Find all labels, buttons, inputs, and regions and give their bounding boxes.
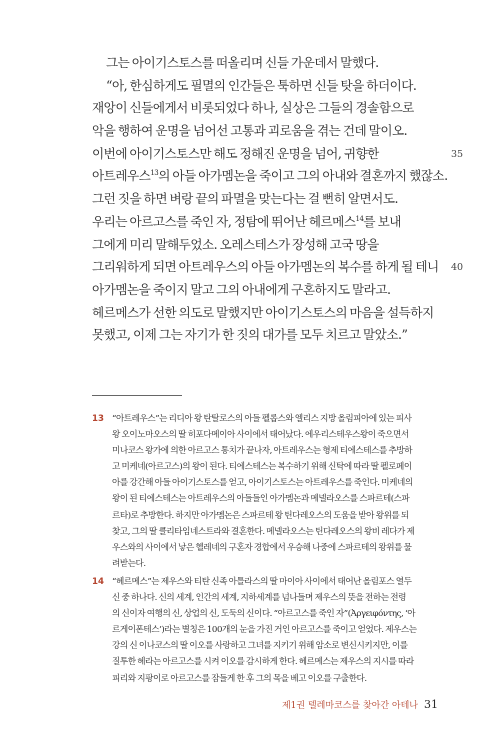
- footnote-line: 질투한 헤라는 아르고스를 시켜 이오를 감시하게 한다. 헤르메스는 제우스의 지시를 따라: [112, 657, 414, 668]
- footnote-ref[interactable]: 13: [150, 169, 159, 178]
- text-line: 그에게 미리 말해두었소. 오레스테스가 장성해 고국 땅을: [92, 236, 379, 252]
- footnote-line: 려받는다.: [112, 558, 146, 569]
- footnote-number: 13: [92, 414, 104, 424]
- page-footer: [282, 698, 438, 711]
- text-segment: 아트레우스: [92, 168, 151, 184]
- footnote-line: “아트레우스”는 리디아 왕 탄탈로스의 아들 펠롭스와 엘리스 지방 올림피아에 있는 피사: [112, 414, 412, 424]
- footnote-line: 왕이 된 티에스테스는 아트레우스의 아들들인 아가멤논과 메넬라오스를 스파르테(스파: [112, 494, 410, 505]
- footnote-line: 미나코스 왕가에 의한 아르고스 통치가 끝나자, 아트레우스는 형제 티에스테스를 추방하: [112, 446, 413, 457]
- footnotes: [92, 411, 440, 687]
- text-line: 아가멤논을 죽이지 말고 그의 아내에게 구혼하지도 말라고.: [92, 281, 391, 297]
- text-line: 그런 짓을 하면 벼랑 끝의 파멸을 맞는다는 걸 뻔히 알면서도.: [92, 191, 399, 207]
- text-line: 헤르메스가 선한 의도로 말했지만 아이기스토스의 마음을 설득하지: [92, 304, 434, 320]
- page-number: 31: [424, 698, 438, 711]
- footnote-ref[interactable]: 14: [355, 214, 364, 223]
- footnote-line: 신 중 하나다. 신의 세계, 인간의 세계, 지하세계를 넘나들며 제우스의 뜻을 전하는 전령: [112, 593, 406, 604]
- footnote-divider: [92, 395, 182, 396]
- text-line: 재앙이 신들에게서 비롯되었다 하나, 실상은 그들의 경솔함으로: [92, 100, 414, 116]
- footnote-line: 찾고, 그의 딸 클리타임네스트라와 결혼한다. 메넬라오스는 틴다레오스의 왕비 레다가 제: [112, 526, 415, 537]
- footnote: [92, 574, 440, 687]
- text-line: 못했고, 이제 그는 자기가 한 짓의 대가를 모두 치르고 말았소.”: [92, 327, 408, 343]
- text-line: [92, 211, 442, 234]
- text-segment: 우리는 아르고스를 죽인 자, 정탐에 뛰어난 헤르메스: [92, 213, 356, 229]
- footnote-line: 르타)로 추방한다. 하지만 아가멤논은 스파르테 왕 틴다레오스의 도움을 받아 왕위를 되: [112, 510, 409, 521]
- footnote-line: 왕 오이노마오스의 딸 히포다메이아 사이에서 태어났다. 에우리스테우스왕이 죽으면서: [112, 430, 409, 441]
- text-line: 그는 아이기스토스를 떠올리며 신들 가운데서 말했다.: [106, 55, 379, 70]
- main-text: [92, 52, 448, 347]
- footnote: [92, 411, 440, 572]
- footnote-line: 의 신이자 여행의 신, 상업의 신, 도둑의 신이다. “아르고스를 죽인 자”(Ἀργειφόντης, ‘아: [112, 609, 416, 620]
- footnote-line: 피리와 지팡이로 아르고스를 잠들게 한 후 그의 목을 베고 이오를 구출한다.: [112, 673, 367, 684]
- footnote-line: 르게이폰테스’)라는 별칭은 100개의 눈을 가진 거인 아르고스를 죽이고 얻었다. 제우스는: [112, 625, 417, 636]
- text-line: 이번에 아이기스토스만 해도 정해진 운명을 넘어, 귀향한: [92, 145, 379, 161]
- text-line: “아, 한심하게도 필멸의 인간들은 툭하면 신들 탓을 하더이다.: [106, 77, 417, 93]
- footnote-line: 고 미케네(아르고스)의 왕이 된다. 티에스테스는 복수하기 위해 신탁에 따라 딸 펠로페이: [112, 462, 412, 473]
- footnote-line: 강의 신 이나코스의 딸 이오를 사랑하고 그녀를 지키기 위해 암소로 변신시키지만, 이를: [112, 641, 408, 652]
- line-number-35: 35: [451, 149, 464, 160]
- text-line: [92, 165, 448, 188]
- text-segment: 의 아들 아가멤논을 죽이고 그의 아내와 결혼까지 했잖소.: [158, 168, 448, 184]
- text-line: 그리워하게 되면 아트레우스의 아들 아가멤논의 복수를 하게 될 테니: [92, 259, 439, 275]
- line-number-40: 40: [451, 262, 464, 273]
- footnote-line: “헤르메스”는 제우스와 티탄 신족 아틀라스의 딸 마이아 사이에서 태어난 올림포스 열두: [112, 576, 412, 587]
- footnote-line: 아를 강간해 아들 아이기스토스를 얻고, 아이기스토스는 아트레우스를 죽인다. 미케네의: [112, 478, 413, 489]
- footnote-line: 우스와의 사이에서 낳은 헬레네의 구혼자 경합에서 우승해 나중에 스파르테의 왕위를 물: [112, 542, 412, 553]
- footnote-number: 14: [92, 576, 104, 587]
- text-segment: 를 보내: [363, 213, 401, 229]
- running-title: 제1권 텔레마코스를 찾아간 아테나: [281, 701, 418, 711]
- text-line: 악을 행하여 운명을 넘어선 고통과 괴로움을 겪는 건데 말이오.: [92, 123, 408, 139]
